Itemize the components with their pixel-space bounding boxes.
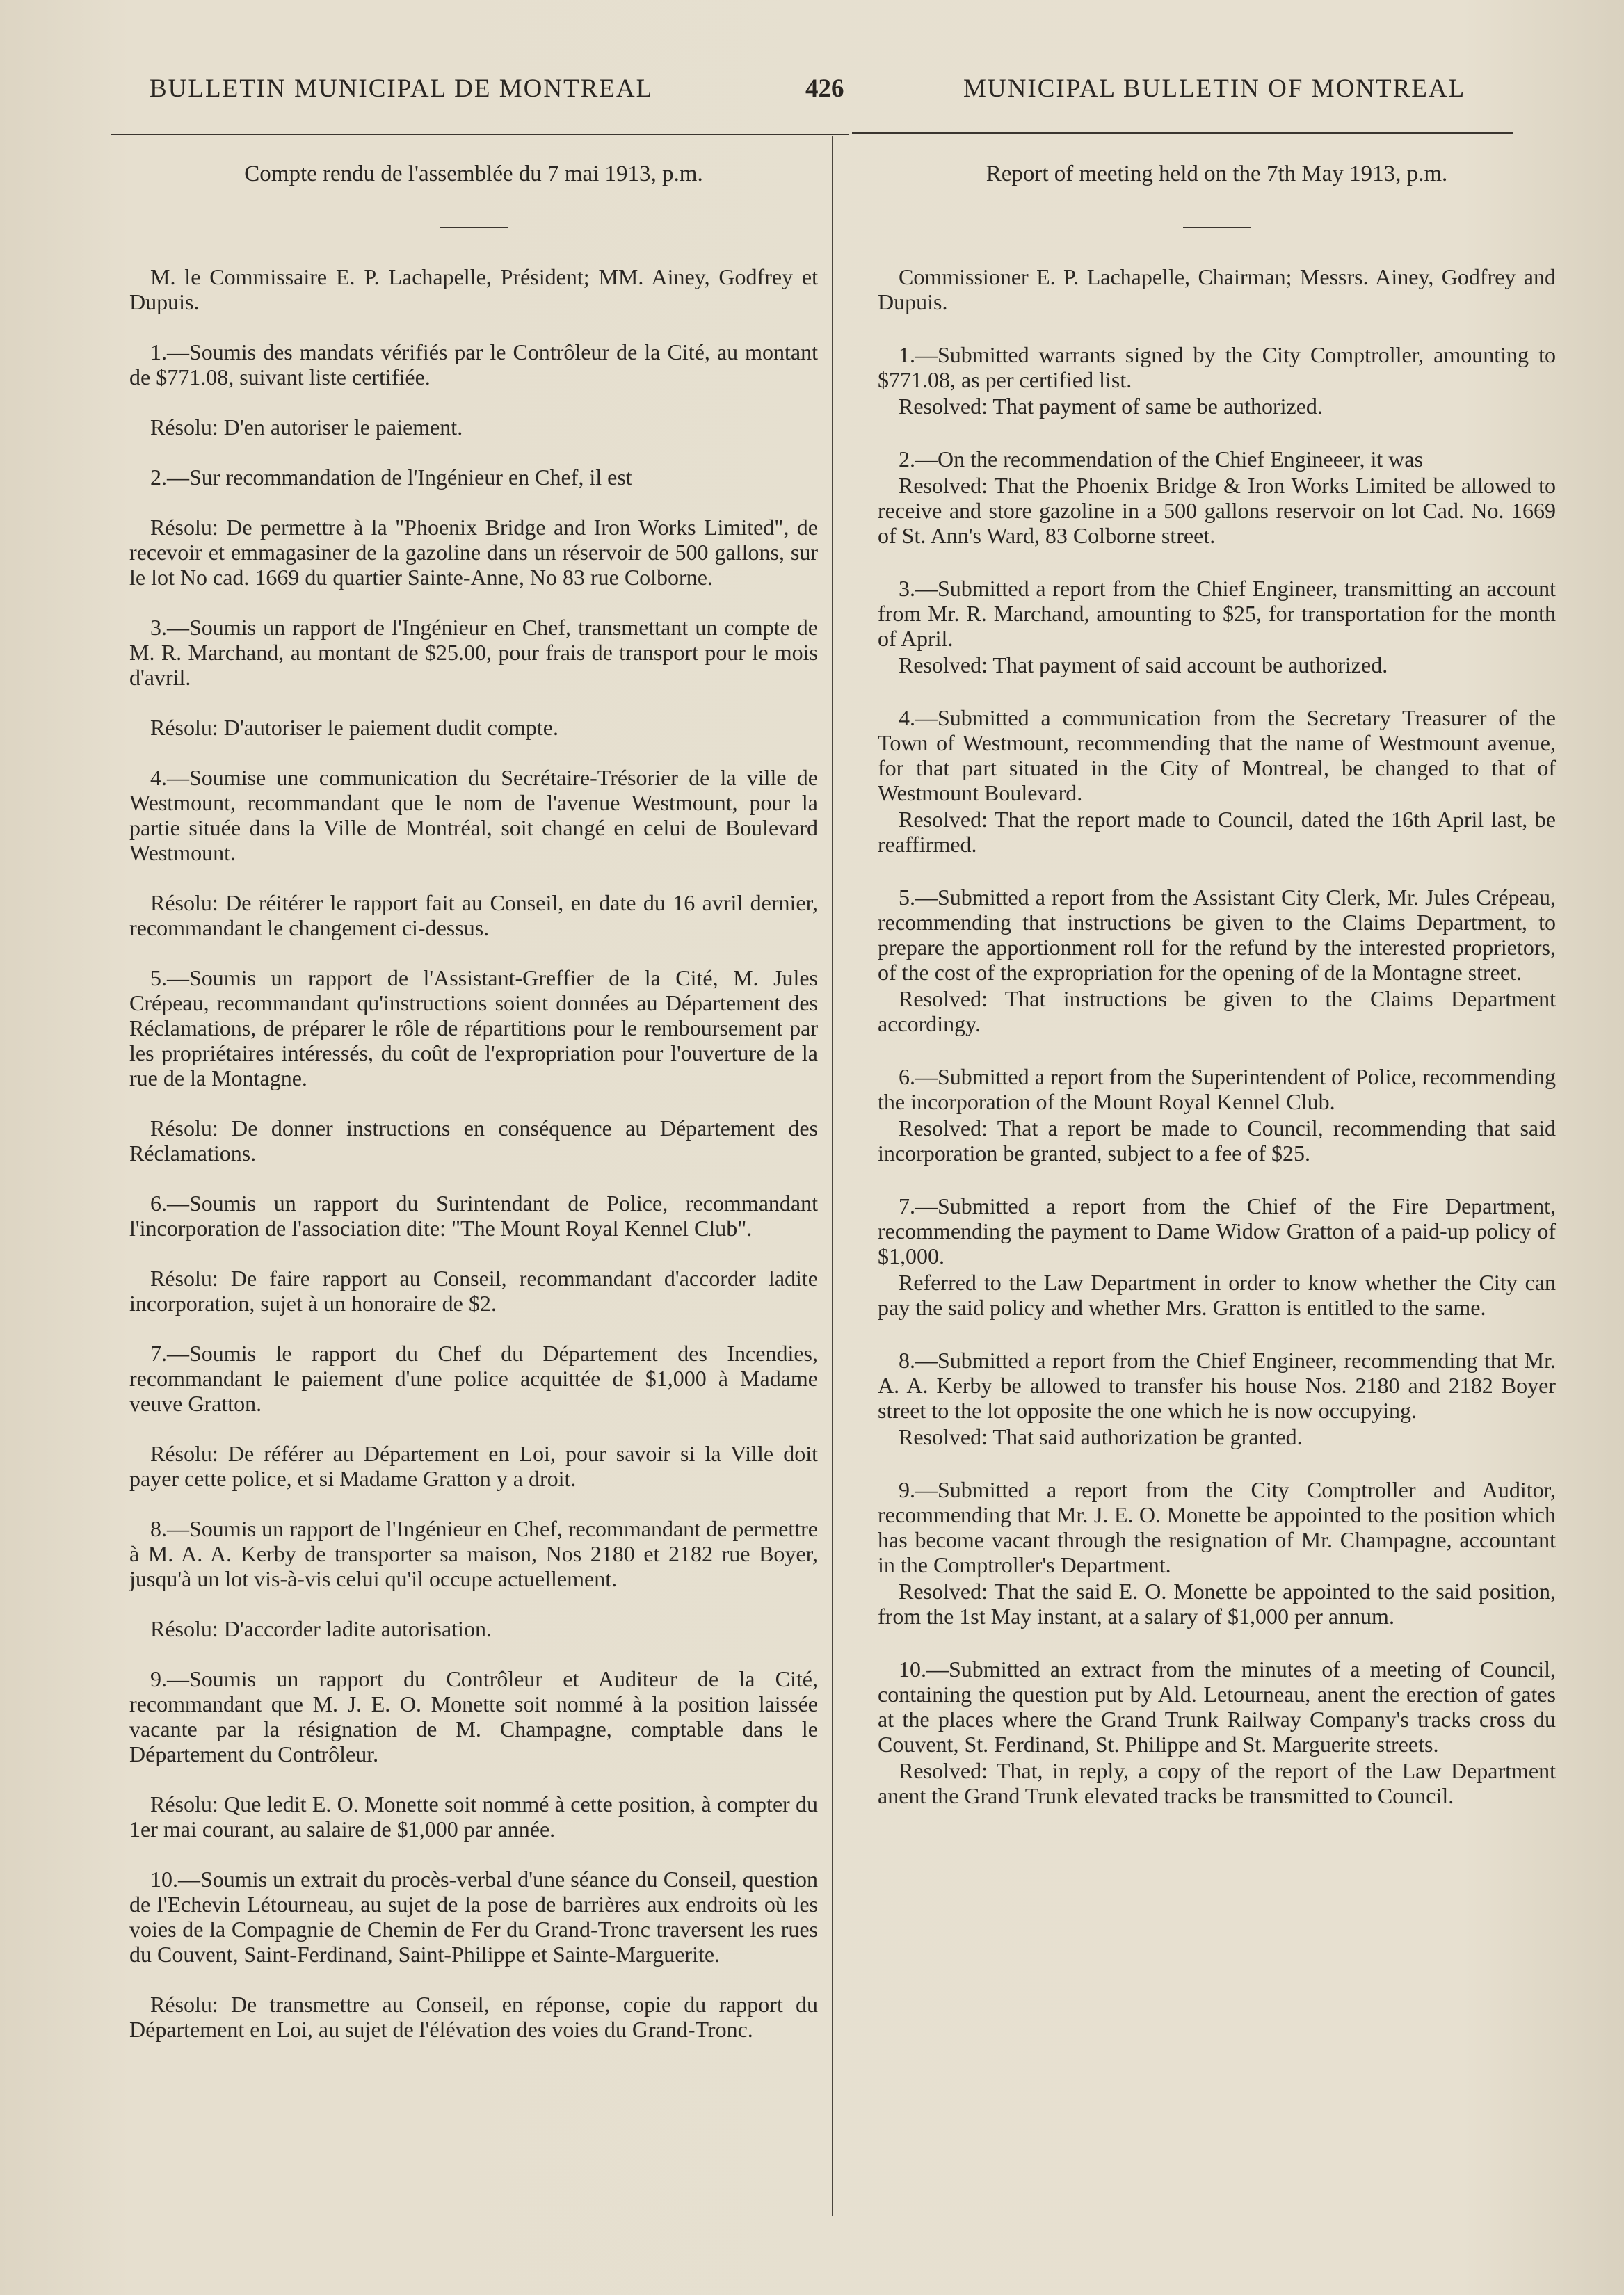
english-item-resolution: Resolved: That said authorization be granted.	[899, 1424, 1303, 1449]
english-item-text: 2.—On the recommendation of the Chief Engineeer, it was	[899, 446, 1424, 472]
french-item-text: 8.—Soumis un rapport de l'Ingénieur en Chef, recommandant de permettre à M. A. A. Kerby de transporter sa maison, Nos 2180 et 2182 rue Boyer, jusqu'à un lot vis-à-vis celui qu'il occupe actuellement.	[129, 1516, 818, 1591]
french-item-text: 3.—Soumis un rapport de l'Ingénieur en Chef, transmettant un compte de M. R. Marchand, au montant de $25.00, pour frais de transport pour le mois d'avril.	[129, 615, 818, 690]
french-title-rule	[440, 227, 508, 228]
french-item-text: 4.—Soumise une communication du Secrétaire-Trésorier de la ville de Westmount, recommandant que le nom de l'avenue Westmount, pour la partie située dans la Ville de Montréal, soit changé en celui de Boulevard Westmount.	[129, 765, 818, 865]
header-rule-left	[111, 134, 849, 135]
french-item-resolution: Résolu: D'autoriser le paiement dudit compte.	[150, 715, 558, 740]
french-item-text: 10.—Soumis un extrait du procès-verbal d'une séance du Conseil, question de l'Echevin Létourneau, au sujet de la pose de barrières aux endroits où les voies de la Compagnie de Chemin de Fer du Grand-Tronc traversent les rues du Couvent, Saint-Ferdinand, Saint-Philippe et Sainte-Marguerite.	[129, 1867, 818, 1967]
french-title: Compte rendu de l'assemblée du 7 mai 1913, p.m.	[244, 161, 703, 186]
english-item-text: 5.—Submitted a report from the Assistant City Clerk, Mr. Jules Crépeau, recommending that instructions be given to the Claims Department, to prepare the apportionment roll for the refund by the interested proprietors, of the cost of the expropriation for the opening of de la Montagne street.	[878, 885, 1556, 985]
english-item-text: 4.—Submitted a communication from the Secretary Treasurer of the Town of Westmount, recommending that the name of Westmount avenue, for that part situated in the City of Montreal, be changed to that of Westmount Boulevard.	[878, 705, 1556, 805]
english-item-resolution: Resolved: That payment of same be authorized.	[899, 394, 1323, 419]
english-item-text: 3.—Submitted a report from the Chief Engineer, transmitting an account from Mr. R. Marchand, amounting to $25, for transportation for the month of April.	[878, 576, 1556, 651]
english-item-text: 6.—Submitted a report from the Superintendent of Police, recommending the incorporation of the Mount Royal Kennel Club.	[878, 1064, 1556, 1114]
english-item-text: 7.—Submitted a report from the Chief of the Fire Department, recommending the payment to Dame Widow Gratton of a paid-up policy of $1,000.	[878, 1193, 1556, 1269]
french-item-resolution: Résolu: De référer au Département en Loi, pour savoir si la Ville doit payer cette police, et si Madame Gratton y a droit.	[129, 1441, 818, 1491]
french-item-text: 5.—Soumis un rapport de l'Assistant-Greffier de la Cité, M. Jules Crépeau, recommandant qu'instructions soient données au Département des Réclamations, de préparer le rôle de répartitions pour le remboursement par les propriétaires intéressés, du coût de l'expropriation pour l'ouverture de la rue de la Montagne.	[129, 965, 818, 1090]
french-item-resolution: Résolu: De réitérer le rapport fait au Conseil, en date du 16 avril dernier, recommandant le changement ci-dessus.	[129, 890, 818, 940]
english-item-text: 1.—Submitted warrants signed by the City Comptroller, amounting to $771.08, as per certified list.	[878, 342, 1556, 392]
english-item-resolution: Resolved: That the Phoenix Bridge & Iron Works Limited be allowed to receive and store gazoline in a 500 gallons reservoir on lot Cad. No. 1669 of St. Ann's Ward, 83 Colborne street.	[878, 473, 1556, 548]
french-column	[129, 153, 818, 2067]
english-item-text: 8.—Submitted a report from the Chief Engineer, recommending that Mr. A. A. Kerby be allowed to transfer his house Nos. 2180 and 2182 Boyer street to the lot opposite the one which he is now occupying.	[878, 1348, 1556, 1423]
french-item-resolution: Résolu: De transmettre au Conseil, en réponse, copie du rapport du Département en Loi, au sujet de l'élévation des voies du Grand-Tronc.	[129, 1992, 818, 2042]
english-item-resolution: Resolved: That instructions be given to the Claims Department accordingy.	[878, 986, 1556, 1036]
header-english-title: MUNICIPAL BULLETIN OF MONTREAL	[963, 74, 1466, 103]
english-item-resolution: Resolved: That a report be made to Council, recommending that said incorporation be granted, subject to a fee of $25.	[878, 1116, 1556, 1166]
page-header	[0, 70, 1624, 111]
english-title: Report of meeting held on the 7th May 1913, p.m.	[986, 161, 1448, 186]
french-item-text: 7.—Soumis le rapport du Chef du Département des Incendies, recommandant le paiement d'une police acquittée de $1,000 à Madame veuve Gratton.	[129, 1341, 818, 1416]
english-column	[878, 153, 1556, 1836]
french-item-resolution: Résolu: D'en autoriser le paiement.	[150, 414, 463, 440]
english-item-resolution: Referred to the Law Department in order to know whether the City can pay the said policy and whether Mrs. Gratton is entitled to the same.	[878, 1270, 1556, 1320]
french-item-resolution: Résolu: De permettre à la "Phoenix Bridge and Iron Works Limited", de recevoir et emmagasiner de la gazoline dans un réservoir de 500 gallons, sur le lot No cad. 1669 du quartier Sainte-Anne, No 83 rue Colborne.	[129, 515, 818, 590]
english-item-text: 9.—Submitted a report from the City Comptroller and Auditor, recommending that Mr. J. E. O. Monette be appointed to the position which has become vacant through the resignation of Mr. Champagne, accountant in the Comptroller's Department.	[878, 1477, 1556, 1577]
french-item-text: 2.—Sur recommandation de l'Ingénieur en Chef, il est	[150, 465, 632, 490]
french-item-text: 6.—Soumis un rapport du Surintendant de Police, recommandant l'incorporation de l'association dite: "The Mount Royal Kennel Club".	[129, 1191, 818, 1241]
french-item-resolution: Résolu: D'accorder ladite autorisation.	[150, 1616, 492, 1641]
page-number: 426	[805, 74, 844, 103]
english-attendance: Commissioner E. P. Lachapelle, Chairman; Messrs. Ainey, Godfrey and Dupuis.	[878, 264, 1556, 314]
header-rule-right	[852, 132, 1513, 134]
english-item-resolution: Resolved: That payment of said account be authorized.	[899, 652, 1388, 677]
english-title-rule	[1183, 227, 1251, 228]
french-item-resolution: Résolu: De faire rapport au Conseil, recommandant d'accorder ladite incorporation, sujet à un honoraire de $2.	[129, 1266, 818, 1316]
header-french-title: BULLETIN MUNICIPAL DE MONTREAL	[150, 74, 654, 103]
french-item-text: 1.—Soumis des mandats vérifiés par le Contrôleur de la Cité, au montant de $771.08, suivant liste certifiée.	[129, 339, 818, 389]
english-item-text: 10.—Submitted an extract from the minutes of a meeting of Council, containing the question put by Ald. Letourneau, anent the erection of gates at the places where the Grand Trunk Railway Company's tracks cross du Couvent, St. Ferdinand, St. Philippe and St. Marguerite streets.	[878, 1657, 1556, 1757]
french-item-text: 9.—Soumis un rapport du Contrôleur et Auditeur de la Cité, recommandant que M. J. E. O. Monette soit nommé à la position laissée vacante par la résignation de M. Champagne, comptable dans le Département du Contrôleur.	[129, 1666, 818, 1766]
english-item-resolution: Resolved: That, in reply, a copy of the report of the Law Department anent the Grand Trunk elevated tracks be transmitted to Council.	[878, 1758, 1556, 1808]
french-item-resolution: Résolu: Que ledit E. O. Monette soit nommé à cette position, à compter du 1er mai courant, au salaire de $1,000 par année.	[129, 1791, 818, 1842]
english-item-resolution: Resolved: That the said E. O. Monette be appointed to the said position, from the 1st May instant, at a salary of $1,000 per annum.	[878, 1579, 1556, 1629]
english-item-resolution: Resolved: That the report made to Council, dated the 16th April last, be reaffirmed.	[878, 807, 1556, 857]
french-attendance: M. le Commissaire E. P. Lachapelle, Président; MM. Ainey, Godfrey et Dupuis.	[129, 264, 818, 314]
column-divider	[832, 136, 833, 2216]
french-item-resolution: Résolu: De donner instructions en conséquence au Département des Réclamations.	[129, 1116, 818, 1166]
